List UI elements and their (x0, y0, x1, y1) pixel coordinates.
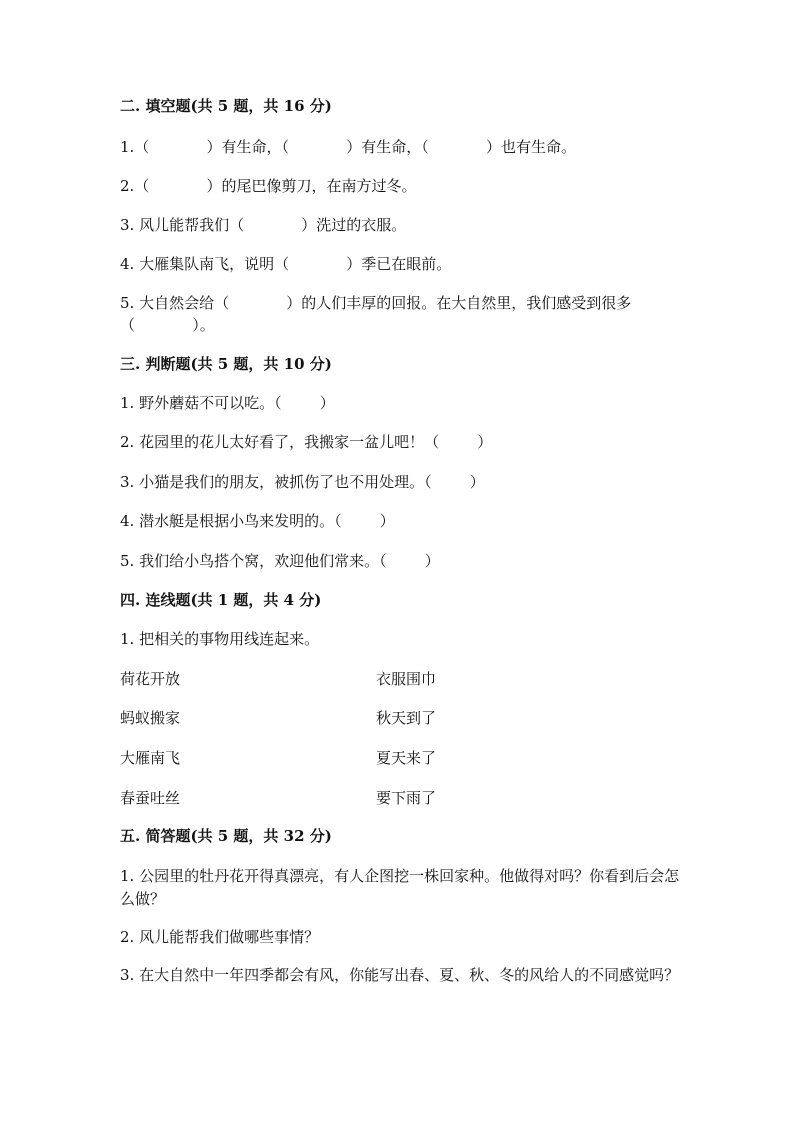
match-right-item: 秋天到了 (376, 709, 437, 727)
match-right-item: 夏天来了 (376, 749, 437, 767)
short-question-3: 3. 在大自然中一年四季都会有风，你能写出春、夏、秋、冬的风给人的不同感觉吗？ (120, 966, 680, 984)
fill-question-5-line-2: （ ）。 (120, 316, 215, 334)
fill-question-1: 1.（ ）有生命，（ ）有生命，（ ）也有生命。 (120, 138, 576, 156)
match-left-item: 大雁南飞 (120, 749, 181, 767)
match-right-item: 衣服围巾 (376, 670, 437, 688)
match-section-heading: 四. 连线题(共 1 题，共 4 分) (120, 591, 322, 609)
match-left-item: 蚂蚁搬家 (120, 709, 181, 727)
judge-section-heading: 三. 判断题(共 5 题，共 10 分) (120, 355, 332, 373)
short-section-heading: 五. 简答题(共 5 题，共 32 分) (120, 827, 332, 845)
fill-question-4: 4. 大雁集队南飞，说明（ ）季已在眼前。 (120, 255, 452, 273)
judge-question-2: 2. 花园里的花儿太好看了，我搬家一盆儿吧！（ ） (120, 433, 493, 451)
match-left-item: 春蚕吐丝 (120, 789, 181, 807)
fill-question-2: 2.（ ）的尾巴像剪刀，在南方过冬。 (120, 177, 417, 195)
judge-question-5: 5. 我们给小鸟搭个窝，欢迎他们常来。（ ） (120, 552, 440, 570)
short-question-2: 2. 风儿能帮我们做哪些事情？ (120, 928, 320, 946)
fill-question-5-line-1: 5. 大自然会给（ ）的人们丰厚的回报。在大自然里，我们感受到很多 (120, 294, 632, 312)
match-right-item: 要下雨了 (376, 789, 437, 807)
fill-question-3: 3. 风儿能帮我们（ ）洗过的衣服。 (120, 216, 407, 234)
judge-question-3: 3. 小猫是我们的朋友，被抓伤了也不用处理。（ ） (120, 473, 485, 491)
judge-question-1: 1. 野外蘑菇不可以吃。（ ） (120, 394, 335, 412)
match-prompt: 1. 把相关的事物用线连起来。 (120, 630, 320, 648)
fill-section-heading: 二. 填空题(共 5 题，共 16 分) (120, 97, 332, 115)
judge-question-4: 4. 潜水艇是根据小鸟来发明的。（ ） (120, 512, 395, 530)
match-left-item: 荷花开放 (120, 670, 181, 688)
short-question-1: 1. 公园里的牡丹花开得真漂亮，有人企图挖一株回家种。他做得对吗？你看到后会怎么做？ (120, 867, 680, 908)
